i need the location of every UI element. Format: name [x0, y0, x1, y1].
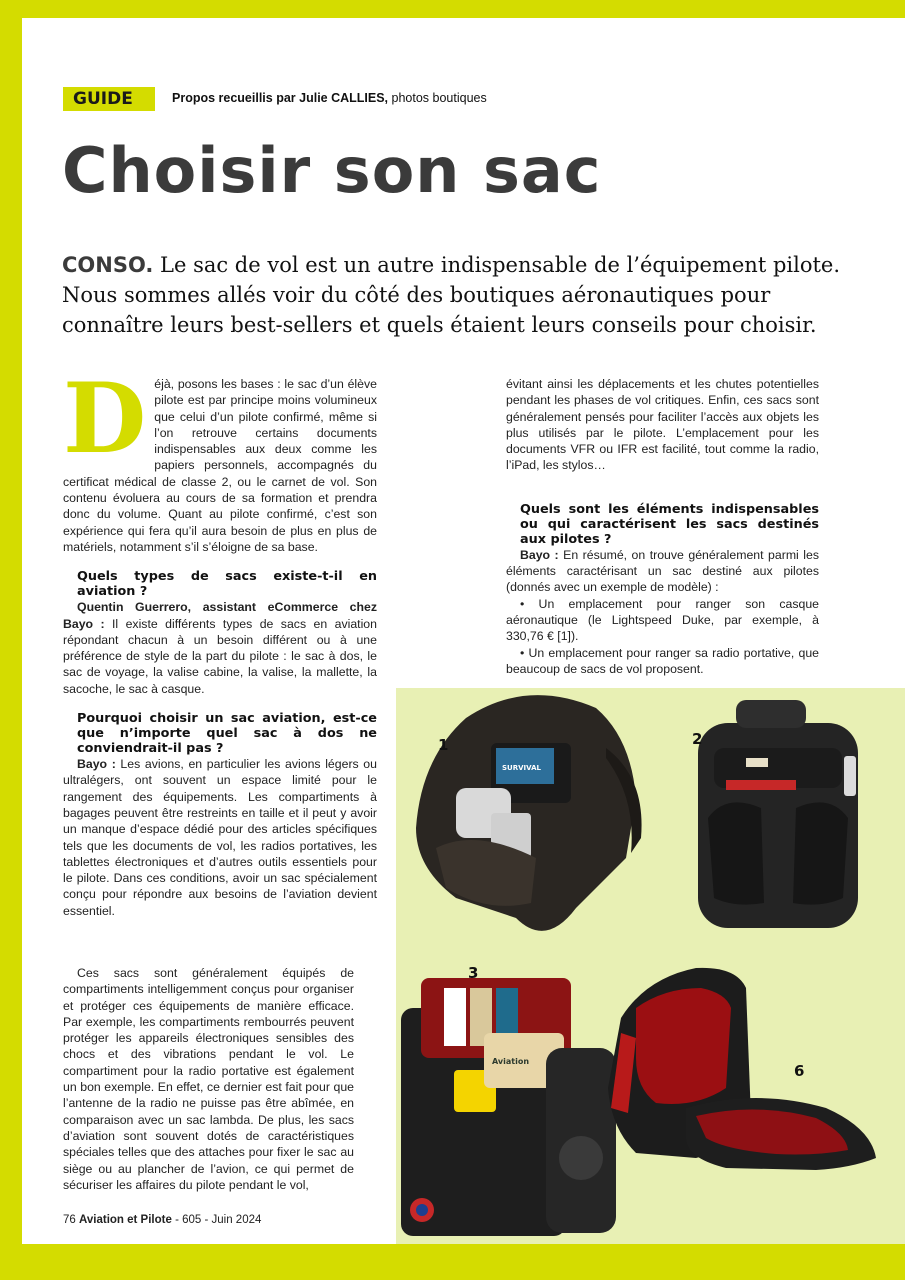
magazine-name: Aviation et Pilote [79, 1214, 172, 1226]
question-1: Quels types de sacs existe-t-il en aviation ? [77, 569, 377, 600]
product-number-3: 3 [468, 964, 479, 982]
intro-text: éjà, posons les bases : le sac d’un élève pilote est par principe moins volumineux que celui d’un pilote confirmé, même si l’on retrouve certains documents indispensables aux deux comme les papiers personnels, accompagnés du certificat médical de classe 2, ou le carnet de vol. Son contenu évoluera au cours de sa formation et prendra donc du volume. Quant au pilote confirmé, c’est son expérience qui fera qu’il aura besoin de plus en plus de matériels, notamment s’il s’éloigne de sa base. [63, 377, 377, 554]
right-paragraph-1: évitant ainsi les déplacements et les chutes potentielles pendant les phases de vol critiques. Enfin, ces sacs sont généralement pensés pour faciliter l’accès aux objets les plus utilisés par le pilote. L’emplacement pour les documents VFR ou IFR est facilité, tout comme la radio, l’iPad, les stylos… [506, 377, 819, 473]
answer-1-text: Il existe différents types de sacs en aviation répondant chacun à un besoin différent ou à une préférence de style de la part du pilote : le sac à dos, le sac de voyage, la valise cabine, la valise, la mallette, la sacoche, le sac à casque. [63, 616, 377, 696]
bag-3-image [401, 978, 616, 1236]
lead-text: Le sac de vol est un autre indispensable de l’équipement pilote. Nous sommes allés voir du côté des boutiques aéronautiques pour connaître leurs best-sellers et quels étaient leurs conseils pour choisir. [62, 253, 841, 337]
lead-paragraph [62, 250, 842, 340]
bag-2-image [698, 700, 858, 928]
answer-1 [63, 599, 377, 697]
issue-info: - 605 - Juin 2024 [171, 1214, 262, 1226]
bag-1-image [416, 695, 642, 931]
bullet-radio: • Un emplacement pour ranger sa radio portative, que beaucoup de sacs de vol proposent. [506, 645, 819, 676]
bottom-accent-band [0, 1244, 905, 1280]
lead-kicker: CONSO. [62, 253, 154, 277]
bag-6-image [608, 968, 876, 1170]
page-footer [63, 1214, 261, 1226]
bag-1-label: SURVIVAL [502, 764, 541, 772]
answer-2-continued: Ces sacs sont généralement équipés de compartiments intelligemment conçus pour organiser et protéger ces équipements de manière efficace. Par exemple, les compartiments rembourrés peuvent protéger les appareils électroniques sensibles des chocs et des vibrations pendant le vol. Le compartiment pour la radio portative est également un bon exemple. En effet, ce dernier est fait pour que l’antenne de la radio ne puisse pas être abîmée, en comparaison avec un sac lambda. De plus, les sacs d’aviation sont souvent dotés de caractéristiques spéciales telles que des attaches pour fixer le sac au siège ou au plancher de l’avion, ce qui permet de sécuriser les affaires du pilote pendant le vol, [63, 966, 354, 1192]
intro-paragraph [63, 362, 377, 555]
drop-cap: D [63, 362, 147, 475]
product-number-1: 1 [438, 736, 449, 754]
page-title: Choisir son sac [62, 134, 602, 207]
magazine-page [22, 18, 905, 1244]
article-column-left-continued [63, 965, 354, 1193]
guide-tag: GUIDE [63, 87, 155, 111]
article-column-left [63, 362, 377, 919]
answer-3 [506, 547, 819, 596]
answer-2-text: Les avions, en particulier les avions légers ou ultralégers, ont souvent un espace limité pour le rangement des équipements. Les compartiments à bagages peuvent être restreints en taille et il peut y avoir un manque d’espace dédié pour des articles spécifiques tels que les documents de vol, les radios portatives, les tablettes électroniques et d’autres outils essentiels pour le pilote. Dans ces conditions, avoir un sac spécialement conçu pour répondre aux besoins de l’aviation devient essentiel. [63, 757, 377, 918]
answer-2 [63, 756, 377, 919]
answer-3-speaker: Bayo : [520, 547, 559, 562]
bag-3-card: Aviation [492, 1057, 530, 1066]
page-number: 76 [63, 1214, 76, 1226]
byline-author: Propos recueillis par Julie CALLIES, [172, 91, 389, 105]
product-number-2: 2 [692, 730, 703, 748]
byline [172, 91, 487, 105]
answer-1-speaker: Quentin Guerrero, assistant eCommerce chez Bayo : [63, 600, 377, 631]
article-column-right [506, 376, 819, 677]
product-photo-zone [396, 688, 905, 1244]
bullet-helmet: • Un emplacement pour ranger son casque aéronautique (le Lightspeed Duke, par exemple, à 330,76 € [1]). [506, 596, 819, 644]
question-2: Pourquoi choisir un sac aviation, est-ce que n’importe quel sac à dos ne conviendrait-il pas ? [77, 711, 377, 757]
answer-2-speaker: Bayo : [77, 757, 116, 772]
question-3: Quels sont les éléments indispensables ou qui caractérisent les sacs destinés aux pilotes ? [520, 501, 819, 547]
answer-3-text: En résumé, on trouve généralement parmi les éléments caractérisant un sac destiné aux pilotes (donnés avec un exemple de modèle) : [506, 547, 819, 595]
byline-photos: photos boutiques [388, 91, 487, 105]
product-number-6: 6 [794, 1062, 805, 1080]
